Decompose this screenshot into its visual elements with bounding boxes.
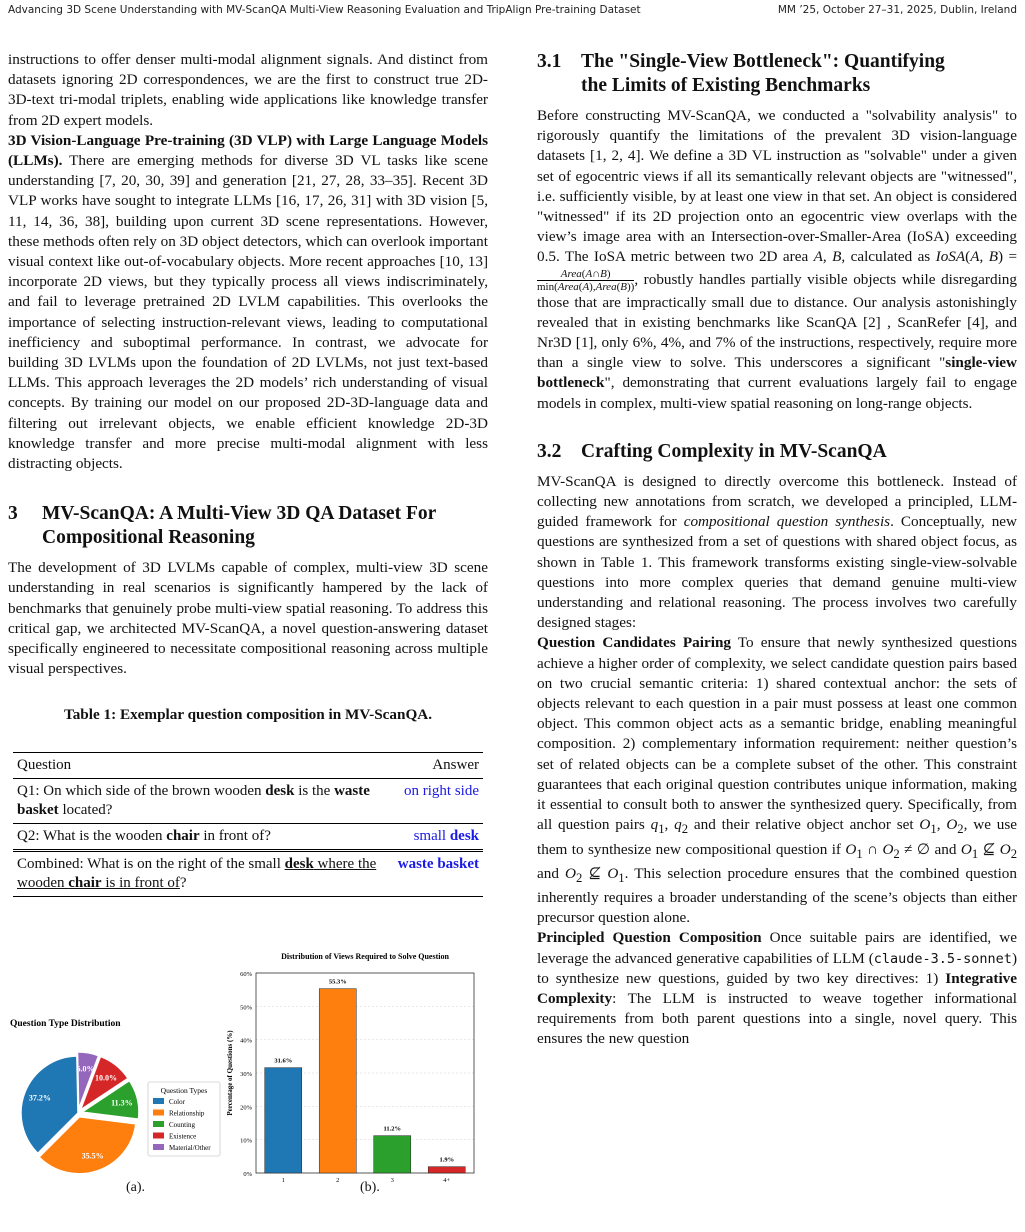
text: is the [294,782,335,799]
paragraph-composition [537,928,1017,1049]
figure-area [8,932,488,1232]
keyword: desk [284,855,314,872]
legend-label: Material/Other [169,1144,211,1152]
legend-swatch [153,1133,164,1139]
text: small [413,827,450,844]
text: Q1: On which side of the brown wooden [17,782,266,799]
bar-value-label: 31.6% [274,1057,293,1065]
text: is in front of [101,874,180,891]
model-name: claude-3.5-sonnet [873,950,1012,967]
x-tick-label: 3 [390,1177,394,1182]
x-tick-label: 2 [336,1177,340,1182]
y-tick-label: 30% [240,1071,252,1078]
section-heading-3 [8,502,488,550]
table-header-answer: Answer [432,756,479,773]
table-cell-answer: on right side [404,782,479,799]
legend-label: Color [169,1098,185,1106]
table-row [13,823,483,850]
paragraph-section3: The development of 3D LVLMs capable of complex, multi-view 3D scene understanding in real scenarios is significantly hampered by the lack of benchmarks that genuinely probe multi-view spatial reasoning. To address this critical gap, we architected MV-ScanQA, a novel question-answering dataset specifically engineered to necessitate compositional reasoning across multiple visual perspectives. [8,559,488,678]
figure-label-b: (b). [360,1180,380,1195]
y-tick-label: 0% [243,1171,252,1178]
emphasis: compositional question synthesis [683,513,891,531]
bar [374,1136,411,1173]
table-row-combined [13,850,483,896]
text: . This selection procedure ensures that the combined question inherently requires a broader understanding of the scene’s objects than either precursor question alone. [537,864,1017,927]
bar-value-label: 11.2% [383,1125,402,1133]
text: Combined: What is on the right of the small [17,855,285,872]
text: To ensure that newly synthesized questions achieve a higher order of complexity, we select candidate question pairs based on two crucial semantic criteria: 1) shared contextual anchor: the sets of objects relevant to each question in a pair must possess at least one common object. This common object acts as a semantic bridge, enabling meaningful composition. 2) complementary information requirement: neither question’s set of related objects can be a complete subset of the other. This constraint guarantees that each original question contributes unique information, making it essential to consult both to answer the synthesized query. Specifically, from all question pairs [537,634,1017,834]
legend-title: Question Types [160,1086,208,1095]
text: Before constructing MV-ScanQA, we conducted a "solvability analysis" to rigorously quantify the limitations of the prevalent 3D vision-language datasets [1, 2, 4]. We define a 3D VL instruction as "solvable" under a given set of egocentric views if all its semantically relevant objects are "witnessed", i.e. sufficiently visible, by at least one view in that set. An object is considered "witnessed" if its 2D projection onto an egocentric view overlaps with the view’s image area with an Intersection-over-Smaller-Area (IoSA) exceeding 0.5. The IoSA metric between two 2D area [537,107,1017,266]
section-heading-3-1 [537,50,1017,98]
y-tick-label: 10% [240,1137,252,1145]
figure-label-a: (a). [126,1180,146,1195]
table-header-row [13,752,483,778]
text: ) to synthesize new questions, guided by two key directives: 1) [537,949,1017,987]
pie-slice-label: 11.3% [111,1098,133,1108]
pie-slice-label: 37.2% [28,1093,51,1103]
paragraph-3dvlp [8,131,488,474]
section-title-cont: Compositional Reasoning [42,527,255,549]
table-caption: Table 1: Exemplar question composition in MV-ScanQA. [63,706,433,724]
legend-swatch [153,1121,164,1127]
bar-value-label: 1.9% [439,1156,455,1164]
right-column [537,50,1017,1050]
pie-slice-label: 6.0% [76,1064,95,1074]
paragraph-pairing: Question Candidates Pairing To ensure that newly synthesized questions achieve a higher order of complexity, we select candidate question pairs based on two crucial semantic criteria: 1) shared contextual anchor: the sets of objects relevant to each question in a pair must possess at least one common object. This common object acts as a semantic bridge, enabling meaningful composition. 2) complementary information requirement: neither question’s set of related objects can be a complete subset of the other. This constraint guarantees that each original question contributes unique information, making it essential to consult both to answer the synthesized query. Specifically, from all question pairs $q_1$, $q_2$ and their relative object anchor set $O_1$, $O_2$, we use them to synthesize new compositional question if $O_1$ ∩ $O_2$ ≠ ∅ and $O_1$ ⊈ $O_2$ and $O_2$ ⊈ $O_1$. This selection procedure ensures that the combined question inherently requires a broader understanding of the scene’s objects than either precursor question alone. [537,634,1018,927]
table-cell-question [13,850,394,896]
bar-value-label: 55.3% [328,978,347,986]
section-title: Crafting Complexity in MV-ScanQA [581,440,887,462]
text: , calculated as [841,248,936,266]
paragraph-lead: Principled Question Composition [537,929,762,947]
y-tick-label: 40% [240,1037,252,1045]
pie-title: Question Type Distribution [10,1019,121,1029]
paragraph-intro: instructions to offer denser multi-modal alignment signals. And distinct from datasets ignoring 2D correspondences, we are the first to construct true 2D-3D-text tri-modal triplets, enabling wide applications like knowledge transfer from 2D expert models. [8,51,488,129]
pie-slice-label: 10.0% [95,1073,118,1083]
legend-swatch [153,1110,164,1116]
text: , we use them to synthesize new compositional question if [537,816,1018,858]
text: MV-ScanQA is designed to directly overcome this bottleneck. Instead of collecting new annotations from scratch, we developed a principled, LLM-guided framework for [537,472,1017,531]
keyword: chair [166,827,200,844]
running-header [8,4,1017,22]
x-tick-label: 1 [281,1177,285,1182]
bar [428,1167,465,1173]
paragraph-3-1: Before constructing MV-ScanQA, we conducted a "solvability analysis" to rigorously quantify the limitations of the prevalent 3D vision-language datasets [1, 2, 4]. We define a 3D VL instruction as "solvable" under a given set of egocentric views if all its semantically relevant objects are "witnessed", i.e. sufficiently visible, by at least one view in that set. An object is considered "witnessed" if its 2D projection onto an egocentric view overlaps with the view’s image area with an Intersection-over-Smaller-Area (IoSA) exceeding 0.5. The IoSA metric between two 2D area A, B, calculated as IoSA(A, B) = Area(A∩B) min(Area(A),Area(B)) , robustly handles partially visible objects while disregarding those that are impractically small due to distance. Our analysis astonishingly revealed that in existing benchmarks like ScanQA [2] , ScanRefer [4], and Nr3D [1], only 6%, 4%, and 7% of the instructions, respectively, require more than a single view to solve. This underscores a significant "single-view bottleneck", demonstrating that current evaluations largely fail to engage models in complex, multi-view spatial reasoning on long-range objects. [537,107,1018,412]
header-venue: MM ’25, October 27–31, 2025, Dublin, Ireland [777,4,1017,16]
y-tick-label: 20% [240,1104,252,1112]
y-tick-label: 60% [240,971,252,978]
section-title: The "Single-View Bottleneck": Quantifying [581,51,945,72]
table-cell-question [13,778,394,823]
text: Q2: What is the wooden [17,827,167,844]
legend-label: Existence [169,1132,197,1141]
text: , robustly handles partially visible objects while disregarding those that are impractically small due to distance. Our analysis astonishingly revealed that in existing benchmarks like ScanQA [2] , ScanRefer [4], and Nr3D [1], only 6%, 4%, and 7% of the instructions, respectively, require more than a single view to solve. This underscores a significant " [537,270,1017,372]
pie-chart [8,932,238,1182]
emphasis: single-view bottleneck [537,354,1017,392]
paragraph-body: There are emerging methods for diverse 3D VL tasks like scene understanding [7, 20, 30, 39] and generation [21, 27, 28, 33–35]. Recent 3D VLP works have sought to integrate LLMs [16, 17, 26, 31] with 3D vision [5, 11, 14, 36, 38], building upon current 3D scene representations. However, these methods often rely on 3D object detectors, which can overlook important visual context like out-of-vocabulary objects. More recent approaches [10, 13] incorporate 2D views, but they typically process all views indiscriminately, and fail to leverage pretrained 2D LVLM capabilities. This overlooks the importance of selecting instruction-relevant views, leading to computational inefficiency and suboptimal performance. In contrast, we advocate for building 3D LVLMs upon the foundation of 2D LVLMs, not just text-based LLMs. This approach leverages the 2D models’ rich understanding of visual concepts. By training our model on our proposed 2D-3D-language data and filtering out irrelevant objects, we enable efficient knowledge 2D-3D knowledge transfer and more precise multi-modal alignment with less distracting objects. [8,152,488,473]
bar [319,989,356,1173]
section-title: MV-ScanQA: A Multi-View 3D QA Dataset For [42,503,437,525]
section-heading-3-2 [537,440,1017,464]
header-title: Advancing 3D Scene Understanding with MV-ScanQA Multi-View Reasoning Evaluation and TripAlign Pre-training Dataset [8,4,641,16]
text: ", demonstrating that current evaluations largely fail to engage models in complex, multi-view spatial reasoning on long-range objects. [537,374,1017,412]
legend-swatch [153,1144,164,1150]
text: in front of? [199,827,271,844]
legend-label: Relationship [169,1109,205,1118]
text: located? [58,801,113,818]
keyword: desk [265,782,295,799]
table-row [13,778,483,823]
table-header-question: Question [17,756,72,773]
pie-slice-label: 35.5% [81,1151,104,1161]
text: : The LLM is instructed to weave together informational requirements from both parent questions into a single, novel query. This ensures the new question [537,990,1017,1048]
keyword: desk [449,827,479,844]
section-number: 3.2 [537,440,562,462]
text: Once suitable pairs are identified, we leverage the advanced generative capabilities of LLM ( [537,929,1017,967]
section-title-cont: the Limits of Existing Benchmarks [581,75,871,96]
legend-label: Counting [169,1121,196,1129]
table-cell-answer: waste basket [397,855,479,872]
text: and their relative object anchor set [688,816,920,834]
y-tick-label: 50% [240,1004,252,1012]
table-cell-answer [394,823,483,850]
paragraph-lead: Question Candidates Pairing [537,634,731,652]
paragraph-3-2 [537,472,1017,634]
keyword: waste basket [17,782,370,818]
text: . Conceptually, new questions are synthesized from a set of questions with shared object focus, as shown in Table 1. This framework transforms existing single-view-solvable questions into more complex queries that demand genuine multi-view understanding and relational reasoning. The process involves two carefully designed stages: [537,513,1018,632]
example-table [13,752,483,897]
bar-chart [220,932,482,1182]
legend-swatch [153,1098,164,1104]
section-number: 3.1 [537,51,562,72]
bar-title: Distribution of Views Required to Solve Question [281,952,449,961]
text: ? [179,874,187,891]
paragraph-lead: 3D Vision-Language Pre-training (3D VLP) with Large Language Models (LLMs). [8,131,488,170]
left-column [8,50,488,897]
emphasis: Integrative Complexity [537,969,1017,1008]
table-cell-question [13,823,394,850]
keyword: chair [68,874,102,891]
section-number: 3 [8,503,18,525]
y-axis-label: Percentage of Questions (%) [226,1030,234,1116]
text: where the wooden [17,855,377,891]
x-tick-label: 4+ [443,1177,451,1182]
bar [265,1068,302,1173]
